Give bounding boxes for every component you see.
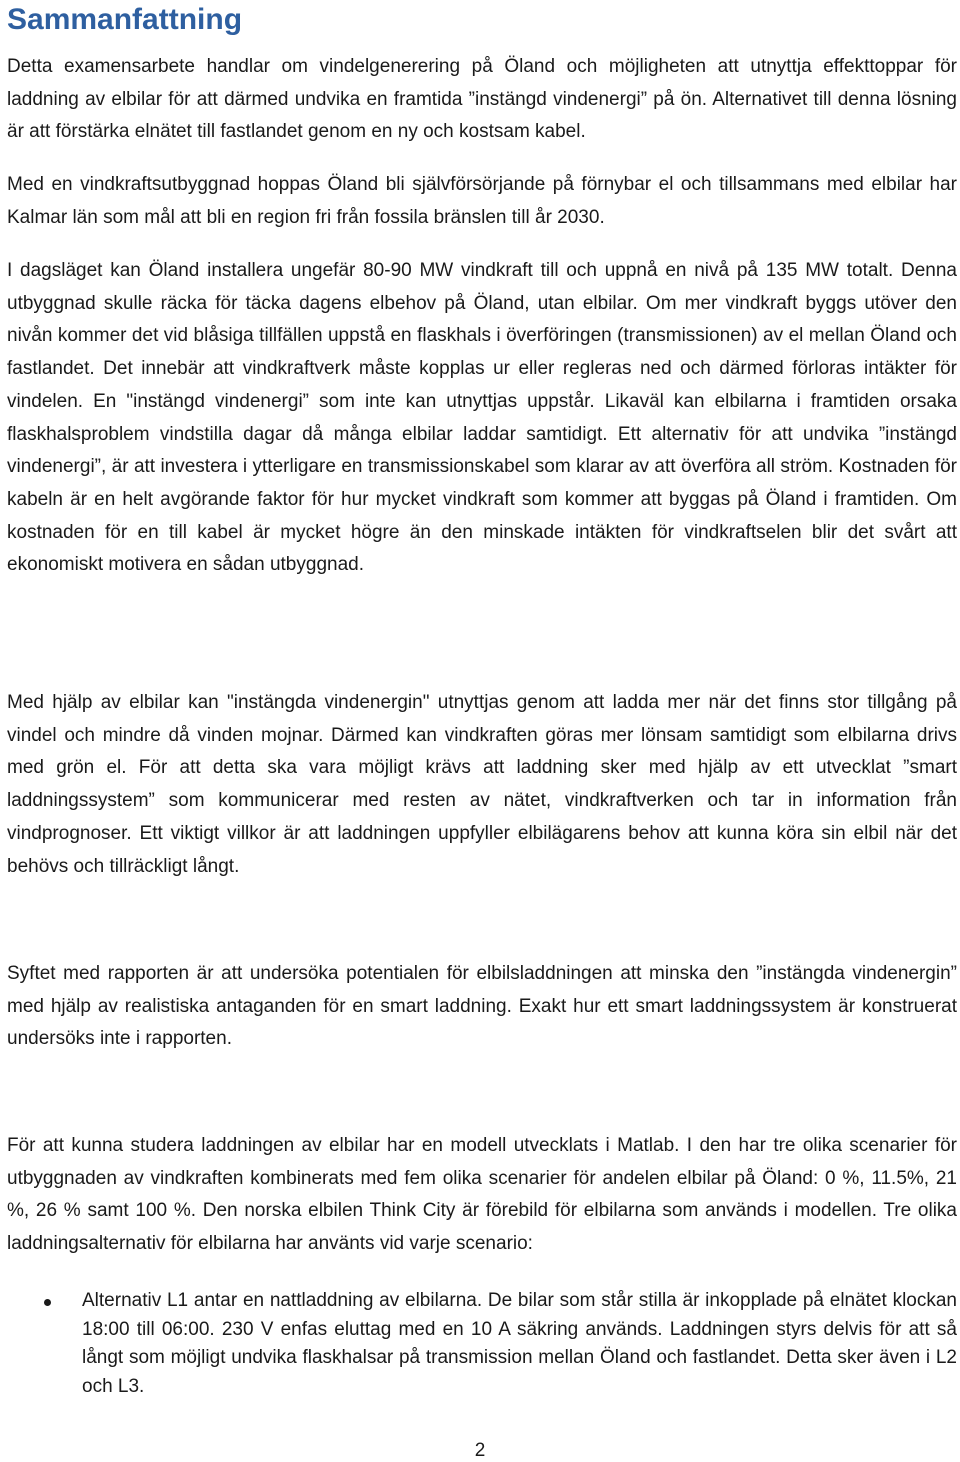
paragraph-goal: Med en vindkraftsutbyggnad hoppas Öland bli självförsörjande på förnybar el och tillsammans med elbilar har Kalmar län som mål att bli en region fri från fossila bränslen till år 2030. xyxy=(7,174,957,228)
paragraph-electric-cars: Med hjälp av elbilar kan "instängda vindenergin" utnyttjas genom att ladda mer när det finns stor tillgång på vindel och mindre då vinden mojnar. Därmed kan vindkraften göras mer lönsam samtidigt som elbilarna drivs med grön el. För att detta ska vara möjligt krävs att laddning sker med hjälp av ett utvecklat ”smart laddningssystem” som kommunicerar med resten av nätet, vindkraftverken och tar in information från vindprognoser. Ett viktigt villkor är att laddningen uppfyller elbilägarens behov att kunna köra sin elbil när det behövs och tillräckligt långt. xyxy=(7,692,957,877)
paragraph-intro: Detta examensarbete handlar om vindelgenerering på Öland och möjligheten att utnyttja effekttoppar för laddning av elbilar för att därmed undvika en framtida ”instängd vindenergi” på ön. Alternativet till denna lösning är att förstärka elnätet till fastlandet genom en ny och kostsam kabel. xyxy=(7,56,957,143)
page-number: 2 xyxy=(474,1440,486,1461)
paragraph-capacity: I dagsläget kan Öland installera ungefär 80-90 MW vindkraft till och uppnå en nivå på 135 MW totalt. Denna utbyggnad skulle räcka för täcka dagens elbehov på Öland, utan elbilar. Om mer vindkraft byggs utöver den nivån kommer det vid blåsiga tillfällen uppstå en flaskhals i överföringen (transmissionen) av el mellan Öland och fastlandet. Det innebär att vindkraftverk måste kopplas ur eller regleras ned och därmed förloras intäkter för vindelen. En "instängd vindenergi” som inte kan utnyttjas uppstår. Likaväl kan elbilarna i framtiden orsaka flaskhalsproblem vindstilla dagar då många elbilar laddar samtidigt. Ett alternativ för att undvika ”instängd vindenergi”, är att investera i ytterligare en transmissionskabel som klarar av att överföra all ström. Kostnaden för kabeln är en helt avgörande faktor för hur mycket vindkraft som kommer att byggas på Öland i framtiden. Om kostnaden för en till kabel är mycket högre än den minskade intäkten för vindkraftselen blir det svårt att ekonomiskt motivera en sådan utbyggnad. xyxy=(7,260,957,576)
paragraph-model: För att kunna studera laddningen av elbilar har en modell utvecklats i Matlab. I den har tre olika scenarier för utbyggnaden av vindkraften kombinerats med fem olika scenarier för andelen elbilar på Öland: 0 %, 11.5%, 21 %, 26 % samt 100 %. Den norska elbilen Think City är förebild för elbilarna som används i modellen. Tre olika laddningsalternativ för elbilarna har använts vid varje scenario: xyxy=(7,1135,957,1255)
bullet-icon xyxy=(44,1299,51,1306)
bullet-text: Alternativ L1 antar en nattladdning av elbilarna. De bilar som står stilla är inkopplade på elnätet klockan 18:00 till 06:00. 230 V enfas eluttag med en 10 A säkring används. Laddningen styrs delvis för att så långt som möjligt undvika flaskhalsar på transmission mellan Öland och fastlandet. Detta sker även i L2 och L3. xyxy=(82,1290,957,1397)
section-heading: Sammanfattning xyxy=(7,3,243,36)
paragraph-purpose: Syftet med rapporten är att undersöka potentialen för elbilsladdningen att minska den ”instängda vindenergin” med hjälp av realistiska antaganden för en smart laddning. Exakt hur ett smart laddningssystem är konstruerat undersöks inte i rapporten. xyxy=(7,963,957,1050)
